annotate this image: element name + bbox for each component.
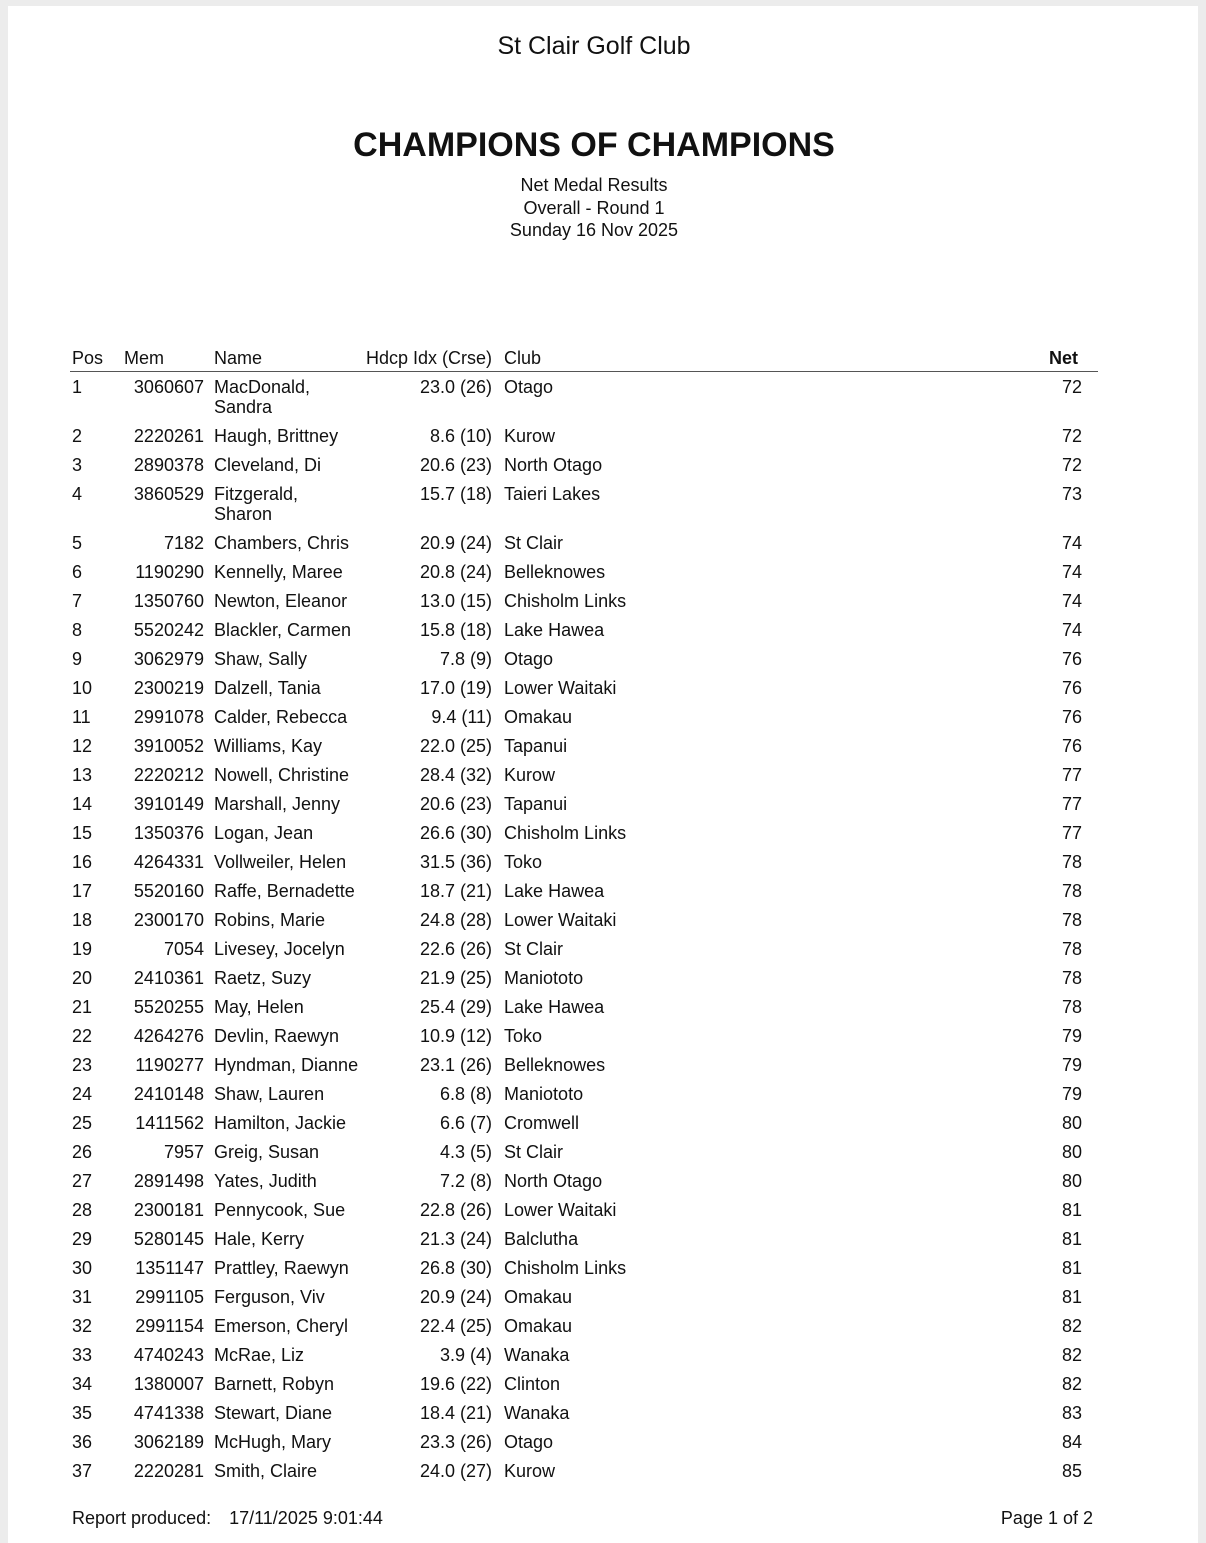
cell-hdcp: 20.8 (24) [419, 561, 493, 582]
cell-hdcp: 22.6 (26) [419, 938, 493, 959]
col-pos: Pos [70, 346, 124, 372]
cell-hdcp: 19.6 (22) [419, 1373, 493, 1394]
table-row [70, 586, 1098, 615]
cell-name: Prattley, Raewyn [214, 1257, 349, 1278]
cell-club: Lower Waitaki [504, 677, 617, 698]
cell-pos: 21 [72, 996, 93, 1017]
cell-mem: 2991154 [135, 1315, 204, 1336]
cell-club: Belleknowes [504, 561, 606, 582]
cell-name: Williams, Kay [214, 735, 323, 756]
cell-mem: 4741338 [133, 1402, 204, 1423]
cell-pos: 5 [72, 532, 83, 553]
cell-pos: 36 [72, 1431, 93, 1452]
table-row [70, 818, 1098, 847]
cell-pos: 23 [72, 1054, 93, 1075]
cell-net: 76 [1061, 735, 1082, 756]
cell-pos: 17 [72, 880, 93, 901]
table-row [70, 934, 1098, 963]
cell-name: McHugh, Mary [214, 1431, 332, 1452]
cell-name: Stewart, Diane [214, 1402, 333, 1423]
cell-pos: 26 [72, 1141, 93, 1162]
cell-hdcp: 15.7 (18) [419, 483, 493, 504]
cell-mem: 1380007 [133, 1373, 204, 1394]
cell-club: Toko [504, 1025, 543, 1046]
table-row [70, 1079, 1098, 1108]
cell-name: MacDonald, Sandra [214, 376, 311, 417]
cell-net: 74 [1061, 619, 1082, 640]
cell-hdcp: 26.6 (30) [419, 822, 493, 843]
table-row [70, 450, 1098, 479]
cell-hdcp: 20.9 (24) [419, 1286, 493, 1307]
cell-club: Otago [504, 376, 554, 397]
club-name: St Clair Golf Club [497, 32, 691, 60]
cell-club: Taieri Lakes [504, 483, 601, 504]
table-row [70, 644, 1098, 673]
cell-club: Tapanui [504, 793, 568, 814]
cell-pos: 13 [72, 764, 93, 785]
cell-club: Kurow [504, 764, 556, 785]
cell-net: 76 [1061, 677, 1082, 698]
table-row [70, 1021, 1098, 1050]
cell-mem: 2410148 [133, 1083, 204, 1104]
cell-mem: 2220212 [133, 764, 204, 785]
table-row [70, 479, 1098, 528]
cell-name: Yates, Judith [214, 1170, 317, 1191]
cell-hdcp: 25.4 (29) [419, 996, 493, 1017]
cell-name: May, Helen [214, 996, 304, 1017]
cell-hdcp: 7.2 (8) [440, 1170, 493, 1191]
cell-name: Newton, Eleanor [214, 590, 348, 611]
cell-name: Hyndman, Dianne [214, 1054, 359, 1075]
cell-mem: 2220261 [133, 425, 204, 446]
cell-hdcp: 6.8 (8) [440, 1083, 493, 1104]
cell-pos: 18 [72, 909, 93, 930]
cell-club: Otago [504, 1431, 554, 1452]
cell-club: Kurow [504, 425, 556, 446]
cell-pos: 16 [72, 851, 93, 872]
table-row [70, 1311, 1098, 1340]
cell-pos: 32 [72, 1315, 93, 1336]
cell-net: 85 [1061, 1460, 1082, 1481]
cell-hdcp: 24.8 (28) [419, 909, 493, 930]
cell-mem: 3910149 [133, 793, 204, 814]
cell-club: Lower Waitaki [504, 909, 617, 930]
cell-net: 81 [1061, 1286, 1082, 1307]
cell-pos: 1 [72, 376, 83, 397]
cell-pos: 9 [72, 648, 83, 669]
table-row [70, 528, 1098, 557]
cell-net: 78 [1061, 996, 1082, 1017]
cell-net: 76 [1061, 706, 1082, 727]
table-row [70, 1282, 1098, 1311]
cell-name: McRae, Liz [214, 1344, 305, 1365]
cell-hdcp: 6.6 (7) [440, 1112, 493, 1133]
cell-name: Logan, Jean [214, 822, 314, 843]
cell-name: Vollweiler, Helen [214, 851, 347, 872]
cell-net: 72 [1061, 425, 1082, 446]
cell-net: 81 [1061, 1199, 1082, 1220]
cell-mem: 7957 [163, 1141, 204, 1162]
cell-name: Haugh, Brittney [214, 425, 339, 446]
cell-hdcp: 22.4 (25) [419, 1315, 493, 1336]
subtitle-round: Overall - Round 1 [523, 197, 665, 218]
col-club: Club [492, 346, 936, 372]
cell-mem: 3062189 [133, 1431, 204, 1452]
cell-name: Shaw, Lauren [214, 1083, 325, 1104]
cell-club: Balclutha [504, 1228, 579, 1249]
cell-mem: 3062979 [133, 648, 204, 669]
cell-net: 80 [1061, 1170, 1082, 1191]
cell-pos: 31 [72, 1286, 93, 1307]
cell-name: Marshall, Jenny [214, 793, 341, 814]
cell-pos: 20 [72, 967, 93, 988]
cell-club: Wanaka [504, 1344, 570, 1365]
cell-name: Raffe, Bernadette [214, 880, 355, 901]
cell-hdcp: 26.8 (30) [419, 1257, 493, 1278]
cell-club: Omakau [504, 706, 573, 727]
cell-pos: 8 [72, 619, 83, 640]
cell-name: Calder, Rebecca [214, 706, 348, 727]
cell-pos: 12 [72, 735, 93, 756]
cell-net: 78 [1061, 967, 1082, 988]
table-row [70, 847, 1098, 876]
cell-name: Pennycook, Sue [214, 1199, 346, 1220]
cell-mem: 4740243 [133, 1344, 204, 1365]
table-row [70, 1253, 1098, 1282]
cell-club: Maniototo [504, 1083, 584, 1104]
cell-pos: 10 [72, 677, 93, 698]
cell-club: St Clair [504, 938, 564, 959]
cell-net: 82 [1061, 1344, 1082, 1365]
cell-mem: 4264276 [133, 1025, 204, 1046]
table-row [70, 1195, 1098, 1224]
cell-pos: 6 [72, 561, 83, 582]
cell-mem: 2300219 [133, 677, 204, 698]
cell-hdcp: 9.4 (11) [431, 706, 493, 727]
cell-club: Tapanui [504, 735, 568, 756]
cell-hdcp: 18.4 (21) [419, 1402, 493, 1423]
cell-pos: 15 [72, 822, 93, 843]
cell-club: Toko [504, 851, 543, 872]
cell-net: 81 [1061, 1257, 1082, 1278]
cell-mem: 3910052 [133, 735, 204, 756]
cell-pos: 28 [72, 1199, 93, 1220]
cell-hdcp: 4.3 (5) [440, 1141, 493, 1162]
cell-club: Otago [504, 648, 554, 669]
cell-net: 78 [1061, 938, 1082, 959]
cell-net: 79 [1061, 1025, 1082, 1046]
cell-mem: 2300181 [133, 1199, 204, 1220]
cell-name: Blackler, Carmen [214, 619, 352, 640]
cell-club: Cromwell [504, 1112, 580, 1133]
cell-hdcp: 7.8 (9) [440, 648, 493, 669]
subtitle-competition: Net Medal Results [520, 175, 668, 195]
table-row [70, 1166, 1098, 1195]
report-title: CHAMPIONS OF CHAMPIONS [353, 126, 835, 164]
cell-name: Chambers, Chris [214, 532, 350, 553]
cell-net: 84 [1061, 1431, 1082, 1452]
cell-name: Nowell, Christine [214, 764, 350, 785]
cell-club: Omakau [504, 1315, 573, 1336]
cell-name: Devlin, Raewyn [214, 1025, 340, 1046]
cell-club: Wanaka [504, 1402, 570, 1423]
cell-club: Maniototo [504, 967, 584, 988]
cell-pos: 34 [72, 1373, 93, 1394]
cell-net: 78 [1061, 909, 1082, 930]
cell-club: Lower Waitaki [504, 1199, 617, 1220]
cell-pos: 22 [72, 1025, 93, 1046]
cell-hdcp: 31.5 (36) [419, 851, 493, 872]
report-produced [72, 1508, 383, 1529]
cell-name: Shaw, Sally [214, 648, 308, 669]
cell-club: Kurow [504, 1460, 556, 1481]
table-row [70, 1340, 1098, 1369]
table-header-row [70, 346, 1098, 372]
cell-mem: 1350376 [133, 822, 204, 843]
cell-name: Raetz, Suzy [214, 967, 312, 988]
table-row [70, 702, 1098, 731]
cell-pos: 4 [72, 483, 83, 504]
cell-hdcp: 20.9 (24) [419, 532, 493, 553]
cell-name: Barnett, Robyn [214, 1373, 335, 1394]
cell-mem: 2991078 [133, 706, 204, 727]
cell-net: 77 [1061, 764, 1082, 785]
cell-club: Omakau [504, 1286, 573, 1307]
cell-pos: 33 [72, 1344, 93, 1365]
cell-mem: 2300170 [133, 909, 204, 930]
cell-net: 82 [1061, 1315, 1082, 1336]
cell-name: Greig, Susan [214, 1141, 320, 1162]
cell-hdcp: 13.0 (15) [419, 590, 493, 611]
cell-name: Ferguson, Viv [214, 1286, 325, 1307]
cell-net: 77 [1061, 822, 1082, 843]
cell-net: 82 [1061, 1373, 1082, 1394]
table-row [70, 1108, 1098, 1137]
report-subtitle [8, 174, 1180, 242]
cell-name: Emerson, Cheryl [214, 1315, 349, 1336]
cell-net: 78 [1061, 851, 1082, 872]
table-row [70, 992, 1098, 1021]
table-row [70, 557, 1098, 586]
cell-pos: 11 [72, 706, 91, 727]
table-row [70, 1224, 1098, 1253]
cell-pos: 27 [72, 1170, 93, 1191]
cell-mem: 1190277 [135, 1054, 204, 1075]
cell-net: 79 [1061, 1054, 1082, 1075]
cell-net: 79 [1061, 1083, 1082, 1104]
cell-mem: 4264331 [133, 851, 204, 872]
cell-club: Belleknowes [504, 1054, 606, 1075]
cell-pos: 30 [72, 1257, 93, 1278]
table-row [70, 963, 1098, 992]
cell-net: 76 [1061, 648, 1082, 669]
table-row [70, 372, 1098, 422]
table-row [70, 615, 1098, 644]
cell-pos: 2 [72, 425, 83, 446]
cell-hdcp: 17.0 (19) [419, 677, 493, 698]
cell-hdcp: 18.7 (21) [419, 880, 493, 901]
cell-club: Lake Hawea [504, 880, 605, 901]
cell-net: 83 [1061, 1402, 1082, 1423]
table-row [70, 760, 1098, 789]
cell-club: Lake Hawea [504, 619, 605, 640]
cell-hdcp: 3.9 (4) [440, 1344, 493, 1365]
table-row [70, 1456, 1098, 1485]
cell-net: 72 [1061, 454, 1082, 475]
cell-name: Hamilton, Jackie [214, 1112, 347, 1133]
cell-mem: 3860529 [133, 483, 204, 504]
cell-hdcp: 20.6 (23) [419, 793, 493, 814]
cell-club: Chisholm Links [504, 590, 627, 611]
cell-net: 74 [1061, 532, 1082, 553]
table-row [70, 876, 1098, 905]
cell-net: 81 [1061, 1228, 1082, 1249]
col-name: Name [204, 346, 366, 372]
cell-mem: 5520255 [133, 996, 204, 1017]
cell-name: Dalzell, Tania [214, 677, 321, 698]
cell-hdcp: 28.4 (32) [419, 764, 493, 785]
cell-hdcp: 20.6 (23) [419, 454, 493, 475]
cell-net: 78 [1061, 880, 1082, 901]
report-produced-time: 17/11/2025 9:01:44 [229, 1508, 383, 1528]
cell-pos: 24 [72, 1083, 93, 1104]
cell-mem: 2220281 [133, 1460, 204, 1481]
cell-hdcp: 15.8 (18) [419, 619, 493, 640]
cell-hdcp: 24.0 (27) [419, 1460, 493, 1481]
cell-pos: 3 [72, 454, 83, 475]
cell-club: North Otago [504, 1170, 603, 1191]
cell-mem: 2891498 [133, 1170, 204, 1191]
cell-club: St Clair [504, 1141, 564, 1162]
cell-net: 77 [1061, 793, 1082, 814]
cell-hdcp: 10.9 (12) [419, 1025, 493, 1046]
cell-club: Chisholm Links [504, 822, 627, 843]
cell-mem: 1350760 [133, 590, 204, 611]
cell-mem: 1351147 [135, 1257, 204, 1278]
cell-mem: 1411562 [135, 1112, 204, 1133]
cell-net: 74 [1061, 590, 1082, 611]
col-mem: Mem [124, 346, 204, 372]
cell-mem: 5520242 [133, 619, 204, 640]
cell-club: Chisholm Links [504, 1257, 627, 1278]
table-row [70, 1137, 1098, 1166]
cell-mem: 1190290 [135, 561, 204, 582]
cell-mem: 5280145 [133, 1228, 204, 1249]
cell-net: 80 [1061, 1112, 1082, 1133]
cell-name: Robins, Marie [214, 909, 326, 930]
cell-name: Livesey, Jocelyn [214, 938, 345, 959]
cell-club: Lake Hawea [504, 996, 605, 1017]
cell-net: 73 [1061, 483, 1082, 504]
cell-hdcp: 21.9 (25) [419, 967, 493, 988]
table-row [70, 905, 1098, 934]
table-row [70, 1050, 1098, 1079]
table-row [70, 789, 1098, 818]
col-hdcp: Hdcp Idx (Crse) [366, 346, 492, 372]
table-row [70, 731, 1098, 760]
cell-hdcp: 22.8 (26) [419, 1199, 493, 1220]
cell-name: Hale, Kerry [214, 1228, 305, 1249]
results-table [70, 346, 1098, 1485]
cell-pos: 25 [72, 1112, 93, 1133]
table-row [70, 421, 1098, 450]
table-row [70, 673, 1098, 702]
subtitle-date: Sunday 16 Nov 2025 [509, 220, 679, 240]
cell-pos: 35 [72, 1402, 93, 1423]
cell-mem: 2991105 [135, 1286, 204, 1307]
cell-club: North Otago [504, 454, 603, 475]
cell-name: Kennelly, Maree [214, 561, 343, 582]
cell-name: Fitzgerald, Sharon [214, 483, 299, 524]
cell-net: 80 [1061, 1141, 1082, 1162]
cell-mem: 7182 [163, 532, 204, 553]
cell-pos: 19 [72, 938, 93, 959]
cell-hdcp: 23.1 (26) [419, 1054, 493, 1075]
cell-pos: 37 [72, 1460, 93, 1481]
cell-hdcp: 21.3 (24) [419, 1228, 493, 1249]
cell-pos: 14 [72, 793, 93, 814]
cell-name: Smith, Claire [214, 1460, 318, 1481]
cell-club: St Clair [504, 532, 564, 553]
cell-mem: 2890378 [133, 454, 204, 475]
cell-net: 74 [1061, 561, 1082, 582]
cell-hdcp: 23.3 (26) [419, 1431, 493, 1452]
col-net: Net [936, 346, 1098, 372]
table-row [70, 1398, 1098, 1427]
cell-mem: 7054 [163, 938, 204, 959]
table-row [70, 1427, 1098, 1456]
cell-mem: 5520160 [133, 880, 204, 901]
page-number: Page 1 of 2 [1000, 1508, 1093, 1528]
table-row [70, 1369, 1098, 1398]
cell-hdcp: 8.6 (10) [429, 425, 493, 446]
report-produced-label: Report produced: [72, 1508, 212, 1528]
cell-club: Clinton [504, 1373, 561, 1394]
report-page [8, 6, 1198, 1543]
cell-mem: 2410361 [133, 967, 204, 988]
cell-pos: 29 [72, 1228, 93, 1249]
cell-hdcp: 23.0 (26) [419, 376, 493, 397]
cell-net: 72 [1061, 376, 1082, 397]
cell-pos: 7 [72, 590, 83, 611]
cell-name: Cleveland, Di [214, 454, 322, 475]
cell-hdcp: 22.0 (25) [419, 735, 493, 756]
cell-mem: 3060607 [133, 376, 204, 397]
